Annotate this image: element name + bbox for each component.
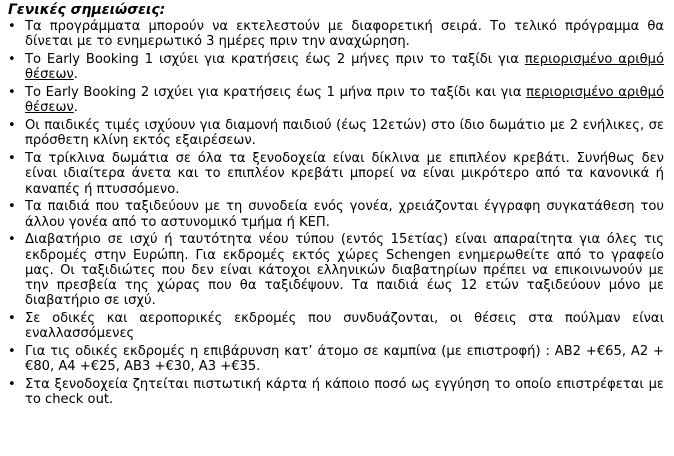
bullet-icon: • — [8, 150, 16, 166]
note-text: Στα ξενοδοχεία ζητείται πιστωτική κάρτα ή κάποιο ποσό ως εγγύηση το οποίο επιστρέφεται με το check out. — [25, 377, 664, 408]
bullet-icon: • — [8, 344, 16, 360]
note-item — [8, 232, 664, 308]
note-text: Τα προγράμματα μπορούν να εκτελεστούν με διαφορετική σειρά. Το τελικό πρόγραμμα θα δίνεται με το ενημερωτικό 3 ημέρες πριν την αναχώρηση. — [25, 19, 664, 50]
note-item — [8, 199, 664, 230]
bullet-icon: • — [8, 232, 16, 248]
note-text: Το Early Booking 2 ισχύει για κρατήσεις έως 1 μήνα πριν το ταξίδι και για — [25, 84, 527, 100]
limited-seats-text: περιορισμένο αριθμό θέσεων — [25, 84, 664, 116]
note-text: Τα τρίκλινα δωμάτια σε όλα τα ξενοδοχεία είναι δίκλινα με επιπλέον κρεβάτι. Συνήθως δεν είναι ιδιαίτερα άνετα και το επιπλέον κρεβάτι μπορεί να είναι μικρότερο από τα κανονικά ή καναπές ή πτυσσόμενο. — [25, 150, 664, 197]
note-item — [8, 52, 664, 83]
bullet-icon: • — [8, 117, 16, 133]
limited-seats-text: περιορισμένο αριθμό θέσεων — [25, 51, 664, 83]
note-item — [8, 19, 664, 50]
note-item — [8, 118, 664, 149]
note-text-end: . — [73, 100, 78, 116]
bullet-icon: • — [8, 199, 16, 215]
note-item — [8, 377, 664, 408]
note-text-end: . — [73, 67, 78, 83]
notes-list — [8, 19, 664, 408]
note-item — [8, 344, 664, 375]
notes-heading: Γενικές σημειώσεις: — [8, 2, 166, 18]
note-text: Σε οδικές και αεροπορικές εκδρομές που συνδυάζονται, οι θέσεις στα πούλμαν είναι εναλλασσόμενες — [25, 311, 664, 342]
bullet-icon: • — [8, 311, 16, 327]
note-text: Διαβατήριο σε ισχύ ή ταυτότητα νέου τύπου (εντός 15ετίας) είναι απαραίτητα για όλες τις εκδρομές στην Ευρώπη. Για εκδρομές εκτός χώρες Schengen ενημερωθείτε από το γραφείο μας. Οι ταξιδιώτες που δεν είναι κάτοχοι ελληνικών διαβατηρίων πρέπει να επικοινωνούν με την πρεσβεία της χώρας που θα ταξιδέψουν. Τα παιδιά έως 12 ετών ταξιδεύουν μόνο με διαβατήριο σε ισχύ. — [25, 232, 664, 309]
note-item — [8, 311, 664, 342]
note-text: Για τις οδικές εκδρομές η επιβάρυνση κατ’ άτομο σε καμπίνα (με επιστροφή) : AB2 +€65, Α2 +€80, A4 +€25, AB3 +€30, A3 +€35. — [25, 344, 664, 375]
note-item — [8, 151, 664, 197]
bullet-icon: • — [8, 84, 16, 100]
note-text: Το Early Booking 1 ισχύει για κρατήσεις έως 2 μήνες πριν το ταξίδι για — [25, 51, 525, 67]
note-text: Τα παιδιά που ταξιδεύουν με τη συνοδεία ενός γονέα, χρειάζονται έγγραφη συγκατάθεση του άλλου γονέα από το αστυνομικό τμήμα ή ΚΕΠ. — [25, 199, 664, 230]
note-item — [8, 85, 664, 116]
bullet-icon: • — [8, 51, 16, 67]
bullet-icon: • — [8, 19, 16, 34]
note-text: Οι παιδικές τιμές ισχύουν για διαμονή παιδιού (έως 12ετών) στο ίδιο δωμάτιο με 2 ενήλικες, σε πρόσθετη κλίνη εκτός εξαιρέσεων. — [25, 117, 664, 149]
bullet-icon: • — [8, 377, 16, 393]
